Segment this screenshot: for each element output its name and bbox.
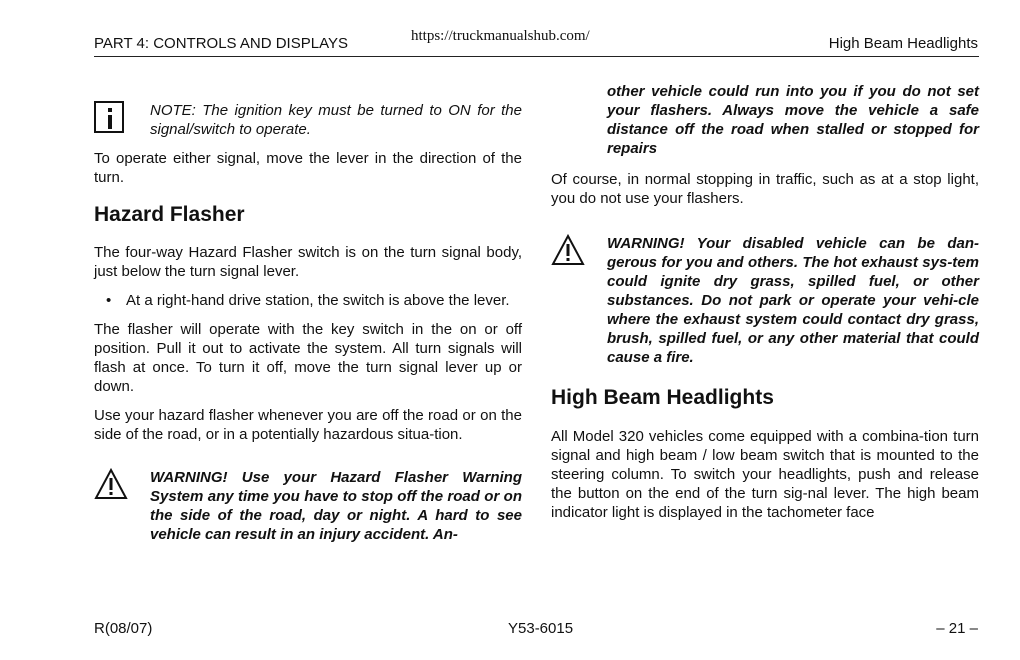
header-section-title: PART 4: CONTROLS AND DISPLAYS [94,35,348,52]
bullet-text: At a right-hand drive station, the switch is above the lever. [126,292,510,309]
heading-high-beam: High Beam Headlights [551,386,774,409]
warning2-text: WARNING! Your disabled vehicle can be dan-gerous for you and others. The hot exhaust sys-tem could ignite dry grass, spilled fuel, or other substances. Do not park or operate your vehi-cle where the exhaust system could contact dry grass, brush, spilled fuel, or any other material that could cause a fire. [607,235,979,366]
warning2-block [551,234,979,367]
info-icon [94,101,124,133]
paragraph-flasher: The flasher will operate with the key switch in the on or off position. Pull it out to activate the system. All turn signals will flash at once. To turn it off, move the turn signal lever up or down. [94,321,522,395]
note-text: NOTE: The ignition key must be turned to ON for the signal/switch to operate. [150,102,522,138]
header-rule [94,56,979,57]
left-column [94,101,522,544]
paragraph-switch: The four-way Hazard Flasher switch is on the turn signal body, just below the turn signal lever. [94,244,522,280]
list-item [94,291,522,310]
note-block [94,101,522,139]
footer-revision: R(08/07) [94,620,153,637]
header-url: https://truckmanualshub.com/ [411,28,590,44]
paragraph-use: Use your hazard flasher whenever you are off the road or on the side of the road, or in a potentially hazardous situa-tion. [94,407,522,443]
paragraph-high-beam: All Model 320 vehicles come equipped with a combina-tion turn signal and high beam / low beam switch that is mounted to the steering column. To switch your headlights, push and release the button on the end of the turn sig-nal lever. The high beam indicator light is displayed in the tachometer face [551,428,979,521]
bullet-list [94,291,522,310]
heading-hazard-flasher: Hazard Flasher [94,203,245,226]
warning-text: WARNING! Use your Hazard Flasher Warning System any time you have to stop off the road or on the side of the road, day or night. A hard to see vehicle can result in an injury accident. An- [150,469,522,543]
warning-continued-text: other vehicle could run into you if you do not set your flashers. Always move the vehicle a safe distance off the road when stalled or stopped for repairs [607,83,979,157]
warning-continued-block [551,82,979,158]
footer-page-number: – 21 – [936,620,978,637]
warning-block [94,468,522,544]
warning-triangle-icon [94,468,128,500]
right-column [551,82,979,522]
header-topic-title: High Beam Headlights [828,35,978,52]
footer-doc-number: Y53-6015 [508,620,574,637]
bullet-marker: • [106,292,112,309]
paragraph-course: Of course, in normal stopping in traffic, such as at a stop light, you do not use your flashers. [551,171,979,207]
paragraph-operate: To operate either signal, move the lever in the direction of the turn. [94,150,522,186]
warning-triangle-icon [551,234,585,266]
